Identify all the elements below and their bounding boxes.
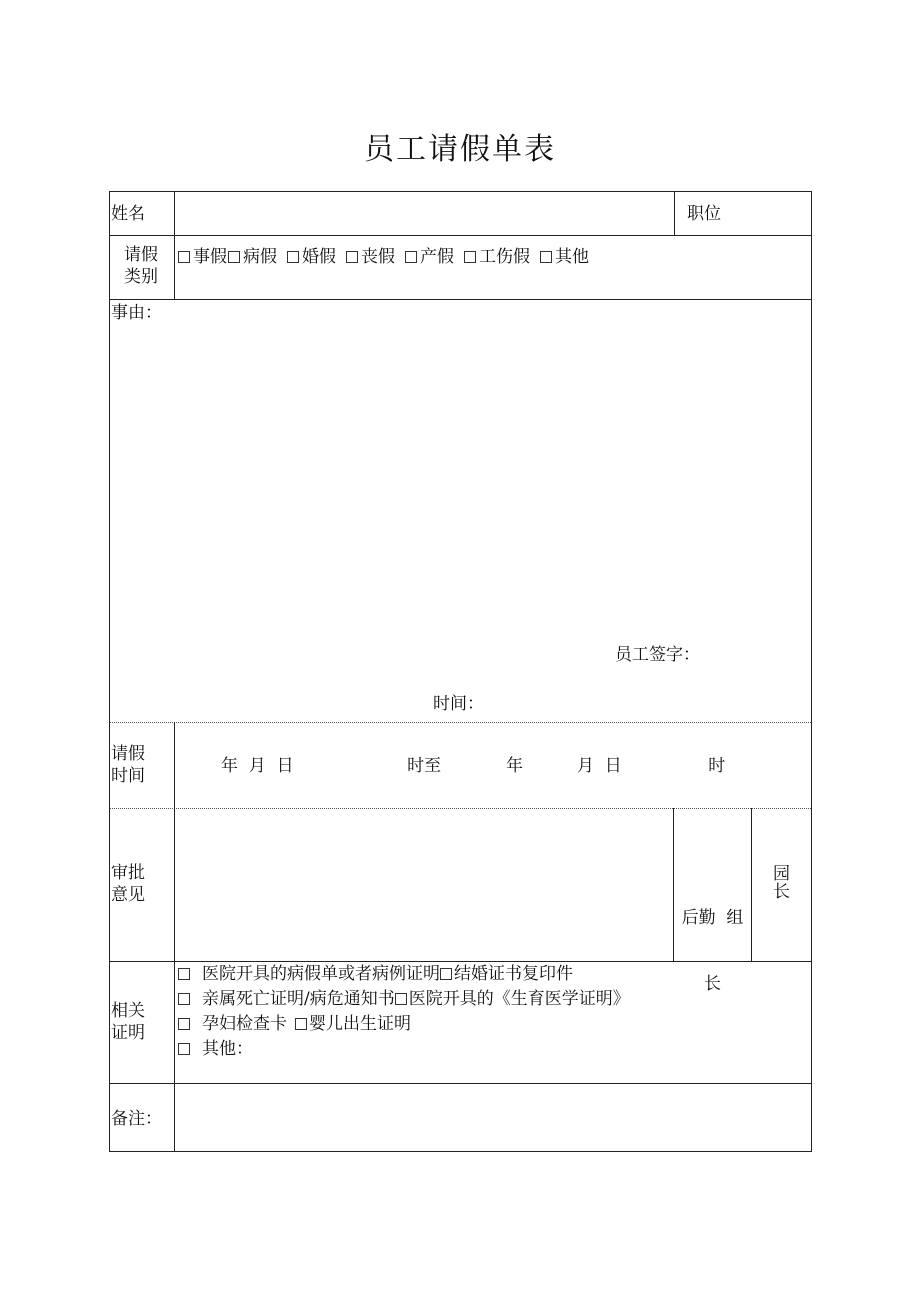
checkbox-icon: [228, 251, 240, 263]
remarks-label: 备注：: [111, 1109, 162, 1129]
checkbox-icon: [464, 251, 476, 263]
checkbox-icon: [178, 1018, 190, 1030]
leave-option-other[interactable]: 其他: [540, 247, 589, 267]
proof-option-other[interactable]: 其他：: [178, 1039, 253, 1059]
proof-option-sick-note[interactable]: 医院开具的病假单或者病例证明: [178, 964, 440, 984]
leave-type-options: [178, 246, 599, 268]
approval-opinion-field[interactable]: [176, 810, 671, 960]
checkbox-icon: [346, 251, 358, 263]
page-title: 员工请假单表: [364, 132, 556, 167]
checkbox-icon: [178, 993, 190, 1005]
leave-option-bereavement[interactable]: 丧假: [346, 247, 395, 267]
checkbox-icon: [287, 251, 299, 263]
proof-option-birth-cert[interactable]: 婴儿出生证明: [295, 1014, 411, 1034]
employee-signature-label: 员工签字：: [615, 645, 700, 665]
leave-option-personal[interactable]: 事假: [178, 247, 227, 267]
proof-line-1: [178, 962, 573, 986]
approval-label: 审批 意见: [111, 863, 145, 905]
leave-option-marriage[interactable]: 婚假: [287, 247, 336, 267]
leave-form: [109, 191, 812, 1152]
checkbox-icon: [178, 968, 190, 980]
name-label: 姓名: [111, 204, 145, 224]
checkbox-icon: [440, 968, 452, 980]
leave-time-label: 请假 时间: [111, 744, 145, 786]
position-field[interactable]: [750, 194, 810, 234]
proofs-label: 相关 证明: [111, 1001, 145, 1043]
proof-option-pregnancy-card[interactable]: 孕妇检查卡: [178, 1014, 287, 1034]
checkbox-icon: [395, 993, 407, 1005]
principal-label: 园 长: [773, 864, 790, 902]
leave-option-maternity[interactable]: 产假: [405, 247, 454, 267]
remarks-field[interactable]: [176, 1085, 810, 1151]
reason-textarea[interactable]: [112, 328, 809, 628]
position-label: 职位: [687, 204, 721, 224]
checkbox-icon: [178, 251, 190, 263]
proof-line-4: [178, 1037, 253, 1061]
checkbox-icon: [295, 1018, 307, 1030]
proof-option-marriage-cert[interactable]: 结婚证书复印件: [440, 964, 573, 984]
name-field[interactable]: [176, 194, 672, 234]
checkbox-icon: [178, 1043, 190, 1055]
logistics-leader-label: 后勤 组 长: [681, 908, 744, 994]
leave-time-range[interactable]: 年 月 日 时至 年 月 日 时: [221, 756, 726, 776]
leave-type-label: 请假 类别: [124, 245, 158, 287]
leave-option-injury[interactable]: 工伤假: [464, 247, 530, 267]
proof-option-birth-medical-cert[interactable]: 医院开具的《生育医学证明》: [395, 989, 630, 1009]
checkbox-icon: [540, 251, 552, 263]
proof-option-death-cert[interactable]: 亲属死亡证明/病危通知书: [178, 989, 395, 1009]
leave-option-sick[interactable]: 病假: [228, 247, 277, 267]
proof-line-3: [178, 1012, 411, 1036]
reason-label: 事由：: [111, 303, 162, 323]
signature-time-label: 时间：: [433, 694, 484, 714]
checkbox-icon: [405, 251, 417, 263]
proof-line-2: [178, 987, 630, 1011]
